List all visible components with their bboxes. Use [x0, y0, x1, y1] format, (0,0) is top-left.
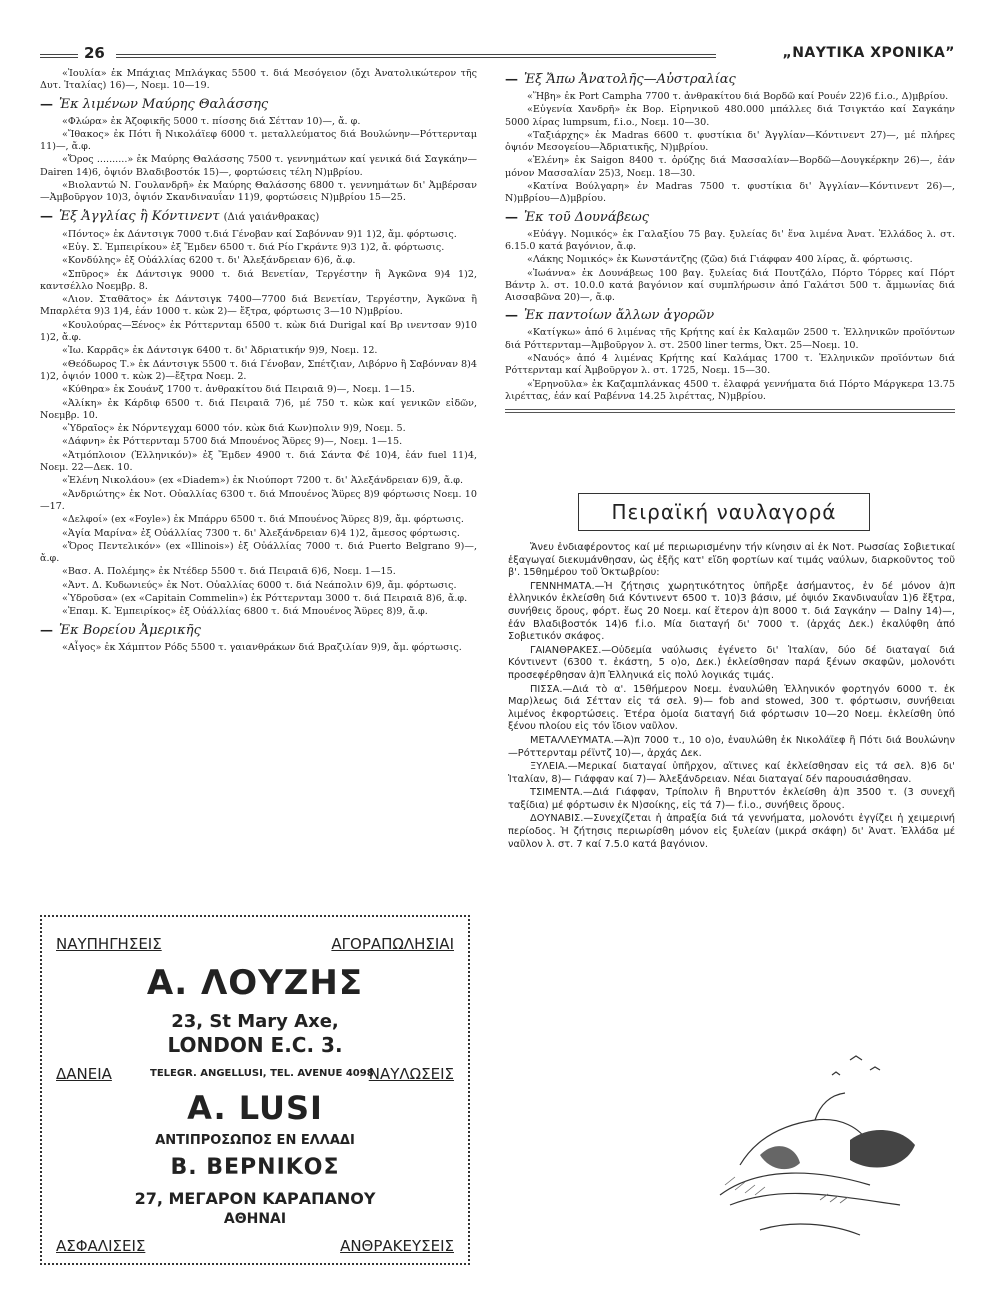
fixture-entry: «Εὐάγγ. Νομικός» ἐκ Γαλαξίου 75 βαγ. ξυλείας δι' ἕνα λιμένα Ἀνατ. Ἑλλάδος λ. στ. 6.15.0 κατά βαγόνιον, ἄ.φ.: [505, 228, 955, 252]
fixture-entry: «Δελφοί» (ex «Foyle») ἐκ Μπάρρυ 6500 τ. διά Μπουένος Ἄϋρες 8)9, ἄμ. φόρτωσις.: [62, 514, 464, 526]
fixture-entry: «Ἁγία Μαρίνα» ἐξ Οὐάλλίας 7300 τ. δι' Ἀλεξάνδρειαν 6)4 1)2, ἄμεσος φόρτωσις.: [62, 527, 460, 539]
section-heading: — Ἐκ Βορείου Ἀμερικῆς: [40, 622, 201, 638]
fixture-entry: «Πόντος» ἐκ Δάντσιγκ 7000 τ.διά Γένοβαν καί Σαβόνναν 9)1 1)2, ἄμ. φόρτωσις.: [62, 228, 457, 240]
ad-service-loans: ΔΑΝΕΙΑ: [56, 1065, 112, 1083]
market-report: [508, 542, 955, 852]
section-heading: — Ἐξ Ἄπω Ἀνατολῆς—Αὐστραλίας: [505, 72, 736, 87]
header-rule: [40, 54, 78, 58]
fixture-entry: «Βιολαντώ Ν. Γουλανδρῆ» ἐκ Μαύρης Θαλάσσης 6800 τ. γεννημάτων δι' Ἀμβέρσαν—Ἀμβοῦργον 10)3, ὀψιόν Σκανδιναυΐαν 11)9, φορτώσεις Ν)μβρίου 15—25.: [40, 180, 477, 204]
running-header: [40, 44, 955, 66]
fixture-entry: «Ναυός» ἀπό 4 λιμένας Κρήτης καί Καλάμας 1700 τ. Ἑλληνικῶν προϊόντων διά Ρόττερνταμ καί Ἀμβοῦργον λ. στ. 1725, Νοεμ. 15—30.: [505, 353, 955, 377]
ad-agent-name: Β. ΒΕΡΝΙΚΟΣ: [170, 1155, 340, 1180]
ad-address-line: 23, St Mary Axe,: [171, 1011, 339, 1032]
section-divider: [505, 409, 955, 413]
fixture-entry: «Ἀντ. Δ. Κυδωνιεύς» ἐκ Νοτ. Οὐαλλίας 6000 τ. διά Νεάπολιν 6)9, ἄμ. φόρτωσις.: [62, 579, 457, 591]
ad-service-shipbuilding: ΝΑΥΠΗΓΗΣΕΙΣ: [56, 935, 162, 953]
fixture-entry: «Ἰω. Καρρᾶς» ἐκ Δάντσιγκ 6400 τ. δι' Ἀδριατικήν 9)9, Νοεμ. 12.: [62, 345, 378, 357]
ad-company-name-latin: A. LUSI: [187, 1089, 323, 1127]
fixture-entry: «Βασ. Α. Πολέμης» ἐκ Ντέδερ 5500 τ. διά Πειραιᾶ 6)6, Νοεμ. 1—15.: [62, 566, 396, 578]
fixture-entry: «Κατίνα Βούλγαρη» ἐν Madras 7500 τ. φυστίκια δι' Ἀγγλίαν—Κόντινεντ 26)—, Ν)μβρίου—Δ)μβρίου.: [505, 181, 955, 205]
journal-title: „ΝΑΥΤΙΚΑ ΧΡΟΝΙΚΑ”: [782, 45, 955, 61]
fixture-entry: «Ταξιάρχης» ἐκ Madras 6600 τ. φυστίκια δι' Ἀγγλίαν—Κόντινεντ 27)—, μέ πλήρες ὀψιόν Μεσογείου—Ἀδριατικῆς, Ν)μβρίου.: [505, 129, 955, 154]
left-column: [40, 68, 477, 655]
ad-service-insurance: ΑΣΦΑΛΙΣΕΙΣ: [56, 1237, 146, 1255]
market-paragraph: ΔΟΥΝΑΒΙΣ.—Συνεχίζεται ἡ ἀπραξία διά τά γεννήματα, μολονότι ἐγγίζει ἡ χειμερινή περίοδος. Ἡ ζήτησις περιωρίσθη μόνον εἰς ξυλείαν (μικρά σκάφη) δι' Ἀνατ. Ἑλλάδα μέ ναῦλον λ. στ. 7 καί 7.5.0 κατά βαγόνιον.: [508, 813, 955, 850]
fixture-entry: «Ἐρηνοῦλα» ἐκ Καζαμπλάνκας 4500 τ. ἐλαφρά γεννήματα διά Πόρτο Μάργκερα 13.75 λιρέττας, ἐάν καί Ραβέννα 14.25 λιρέττας, Ν)μβρίου.: [505, 378, 955, 402]
ad-service-bunkering: ΑΝΘΡΑΚΕΥΣΕΙΣ: [340, 1237, 454, 1255]
fixture-entry: «Ἥβη» ἐκ Port Campha 7700 τ. ἀνθρακίτου διά Βορδῶ καί Ρουέν 22)6 f.i.o., Δ)μβρίου.: [527, 91, 949, 102]
fixture-entry: «Ἑλένη» ἐκ Saigon 8400 τ. ὀρύζης διά Μασσαλίαν—Βορδῶ—Δουγκέρκην 26)—, ἐάν μόνον Μασσαλίαν 25)3, Νοεμ. 18—30.: [505, 155, 955, 179]
fixture-entry: «Σπῦρος» ἐκ Δάντσιγκ 9000 τ. διά Βενετίαν, Τεργέστην ἢ Ἀγκῶνα 9)4 1)2, καντσέλλο Νοεμβρ. 8.: [40, 268, 477, 292]
fixture-entry: «Ἴθακος» ἐκ Πότι ἢ Νικολάϊεφ 6000 τ. μεταλλεύματος διά Βουλώνην—Ρόττερνταμ 11)—, ἄ.φ.: [40, 128, 477, 153]
header-rule: [116, 54, 716, 58]
right-column: [505, 68, 955, 413]
fixture-entry: «Θεόδωρος Τ.» ἐκ Δάντσιγκ 5500 τ. διά Γένοβαν, Σπέτζιαν, Λιβόρνο ἢ Σαβόνναν 8)4 1)2, ὀψιόν 1000 τ. κὼκ 2)—ἔξτρα Νοεμ. 2.: [40, 358, 477, 382]
section-heading: — Ἐξ Ἀγγλίας ἢ Κόντινεντ (Διά γαιάνθρακας): [40, 208, 320, 224]
fixture-entry: «Ἀλίκη» ἐκ Κάρδιφ 6500 τ. διά Πειραιᾶ 7)6, μέ 750 τ. κὼκ καί γενικῶν εἰδῶν, Νοεμβρ. 10.: [40, 397, 477, 421]
fixture-entry: «Κύθηρα» ἐκ Σουάνζ 1700 τ. ἀνθρακίτου διά Πειραιᾶ 9)—, Νοεμ. 1—15.: [62, 384, 415, 396]
section-heading: — Ἐκ λιμένων Μαύρης Θαλάσσης: [40, 96, 269, 112]
market-paragraph: ΞΥΛΕΙΑ.—Μερικαί διαταγαί ὑπῆρχον, αἵτινες καί ἐκλείσθησαν εἰς τά σελ. 8)6 δι' Ἰταλίαν, 8)— Γιάφφαν καί 7)— Ἀλεξάνδρειαν. Νέαι διαταγαί δέν παρουσιάσθησαν.: [508, 761, 955, 785]
section-heading: — Ἐκ τοῦ Δουνάβεως: [505, 209, 649, 225]
fixture-entry: «Αἶγος» ἐκ Χάμπτον Ρόδς 5500 τ. γαιανθράκων διά Βραζιλίαν 9)9, ἄμ. φόρτωσις.: [62, 641, 462, 653]
market-paragraph: ΠΙΣΣΑ.—Διά τὸ α'. 15θήμερον Νοεμ. ἐναυλώθη Ἑλληνικόν φορτηγόν 6000 τ. ἐκ Μαρ)λεως διά Σέτταν εἰς τά σελ. 9)— fob and stowed, 300 τ. φόρτωσιν, συνήθειαι λιμένος ἐκφορτώσεις. Ἑτέρα ὁμοία διαταγή διά φόρτωσιν 10—20 Νοεμ. ἐκλείσθη ὑπό ξένου πλοίου εἰς τόν ἴδιον ναῦλον.: [508, 683, 955, 733]
fixture-entry: «Λιον. Σταθᾶτος» ἐκ Δάντσιγκ 7400—7700 διά Βενετίαν, Τεργέστην, Ἀγκῶνα ἢ Μπαρλέτα 9)3 1)4, ἐάν 1000 τ. κὼκ 2)— ἔξτρα, φόρτωσις 3—10 Ν)μβρίου.: [40, 294, 477, 318]
ad-address-city: LONDON E.C. 3.: [167, 1033, 343, 1057]
market-title: Πειραϊκή ναυλαγορά: [578, 493, 870, 531]
fixture-entry: «Λάκης Νομικός» ἐκ Κωνστάντζης (ζῶα) διά Γιάφφαν 400 λίρας, ἄ. φόρτωσις.: [527, 254, 913, 266]
fixture-entry: «Ὄρος Πεντελικόν» (ex «Illinois») ἐξ Οὐάλλίας 7000 τ. διά Puerto Belgrano 9)—, ἄ.φ.: [40, 540, 477, 565]
fixture-entry: «Δάφνη» ἐκ Ρόττερνταμ 5700 διά Μπουένος Ἄϋρες 9)—, Νοεμ. 1—15.: [62, 436, 403, 448]
market-paragraph: ΤΣΙΜΕΝΤΑ.—Διά Γιάφφαν, Τρίπολιν ἢ Βηρυττόν ἐκλείσθη ἀ)π 3500 τ. (3 συνεχῆ ταξίδια) μέ φόρτωσιν ἐκ Ν)σοίκης, εἰς τά 7)— f.i.o., συνήθεις ὅρους.: [508, 787, 955, 811]
fixture-entry: «Ἑλένη Νικολάου» (ex «Diadem») ἐκ Νιούπορτ 7200 τ. δι' Ἀλεξάνδρειαν 6)9, ἄ.φ.: [62, 475, 464, 487]
ad-telegram-line: TELEGR. ANGELLUSI, TEL. AVENUE 4098: [150, 1068, 374, 1079]
ad-office-address: 27, ΜΕΓΑΡΟΝ ΚΑΡΑΠΑΝΟΥ: [134, 1189, 376, 1208]
fixture-entry: «Ἀνδριώτης» ἐκ Νοτ. Οὐαλλίας 6300 τ. διά Μπουένος Ἄϋρες 8)9 φόρτωσις Νοεμ. 10—17.: [40, 488, 477, 512]
fixture-entry: «Εὐγενία Χανδρῆ» ἐκ Βορ. Εἰρηνικοῦ 480.000 μπάλλες διά Τσιγκτάο καί Σαγκάην 5000 λίρας lumpsum, f.i.o., Νοεμ. 10—30.: [505, 104, 955, 128]
ad-service-chartering: ΝΑΥΛΩΣΕΙΣ: [368, 1065, 454, 1083]
ad-office-city: ΑΘΗΝΑΙ: [223, 1211, 287, 1227]
ad-representative-label: ΑΝΤΙΠΡΟΣΩΠΟΣ ΕΝ ΕΛΛΑΔΙ: [155, 1133, 355, 1148]
market-paragraph: ΓΕΝΝΗΜΑΤΑ.—Ἡ ζήτησις χωρητικότητος ὑπῆρξε ἀσήμαντος, ἐν δέ μόνον ἀ)π ἑλληνικόν ἐκλείσθη διά Κόντινεντ 6500 τ. 10)3 βάσιν, μέ ὀψιόν Σκανδιναυΐαν 1)6 ἔξτρα, συνήθεις ὅρους, φόρτ. ἕως 20 Νοεμ. καί ἕτερον ἀ)π 8000 τ. διά Σαγκάην — Dalny 14)—, ἐάν Βλαδιβοστόκ 14)6 f.i.o. Μία διαταγή δι' 7000 τ. (ἀρχάς Δεκ.) ἐκαλύφθη ἀπό Σοβιετικόν σκάφος.: [508, 580, 955, 643]
page-number: 26: [84, 44, 105, 62]
fixture-entry: «Κουλούρας—Ξένος» ἐκ Ρόττερνταμ 6500 τ. κὼκ διά Durigal καί Βρ ινεντσαν 9)10 1)2, ἄ.φ.: [40, 319, 477, 344]
fixture-entry: «Ὄρος ..........» ἐκ Μαύρης Θαλάσσης 7500 τ. γεννημάτων καί γενικά διά Σαγκάην—Dairen 14)6, ὀψιόν Βλαδιβοστόκ 15)—, φορτώσεις τέλη Ν)μβρίου.: [40, 154, 477, 178]
ad-service-sales: ΑΓΟΡΑΠΩΛΗΣΙΑΙ: [331, 935, 454, 953]
fixture-entry: «Ὑδροῦσα» (ex «Capitain Commelin») ἐκ Ρόττερνταμ 3000 τ. διά Πειραιᾶ 8)6, ἄ.φ.: [62, 592, 468, 604]
market-paragraph: ΜΕΤΑΛΛΕΥΜΑΤΑ.—Ἀ)π 7000 τ., 10 ο)ο, ἐναυλώθη ἐκ Νικολάϊεφ ἢ Πότι διά Βουλώνην—Ρόττερνταμ ρέϊντζ 10)—, ἀρχάς Δεκ.: [508, 734, 955, 759]
fixture-entry: «Εὐγ. Σ. Ἐμπειρίκου» ἐξ Ἔμδεν 6500 τ. διά Ρίο Γκράντε 9)3 1)2, ἄ. φόρτωσις.: [62, 241, 445, 253]
fixture-entry: «Ἐπαμ. Κ. Ἐμπειρίκος» ἐξ Οὐάλλίας 6800 τ. διά Μπουένος Ἄϋρες 8)9, ἄ.φ.: [62, 606, 428, 618]
market-paragraph: Ἄνευ ἐνδιαφέροντος καί μέ περιωρισμένην τήν κίνησιν αἱ ἐκ Νοτ. Ρωσσίας Σοβιετικαί ἐξαγωγαί διεκυμάνθησαν, ὡς ἑξῆς κατ' εἴδη φορτίων καί τιμάς ναύλων, διαρκοῦντος τοῦ β'. 15θημέρου τοῦ Ὀκτωβρίου:: [508, 542, 955, 579]
fixture-entry: «Φλώρα» ἐκ Ἀζοφικῆς 5000 τ. πίσσης διά Σέτταν 10)—, ἄ. φ.: [62, 115, 361, 127]
market-paragraph: ΓΑΙΑΝΘΡΑΚΕΣ.—Οὐδεμία ναύλωσις ἐγένετο δι' Ἰταλίαν, δύο δέ διαταγαί διά Κόντινεντ (6300 τ. ἑκάστη, 5 ο)ο, Δεκ.) ἐκλείσθησαν παρά ξένων σκαφῶν, μολονότι προσεφέρθησαν ἀ)π Ἑλληνικά εἰς πολύ λογικάς τιμάς.: [508, 644, 955, 681]
fixture-entry: «Κονδύλης» ἐξ Οὐάλλίας 6200 τ. δι' Ἀλεξάνδρειαν 6)6, ἄ.φ.: [62, 255, 356, 267]
section-heading: — Ἐκ παντοίων ἄλλων ἀγορῶν: [505, 308, 715, 324]
fixture-entry: «Ἰουλία» ἐκ Μπάχιας Μπλάγκας 5500 τ. διά Μεσόγειον (ὄχι Ἀνατολικώτερον τῆς Δυτ. Ἰταλίας) 16)—, Νοεμ. 10—19.: [40, 68, 477, 92]
fixture-entry: «Ἀτμόπλοιον (Ἑλληνικόν)» ἐξ Ἔμδεν 4900 τ. διά Σάντα Φέ 10)4, ἐάν fuel 11)4, Νοεμ. 22—Δεκ. 10.: [40, 449, 477, 474]
fixture-entry: «Ὑδραῖος» ἐκ Νόρντεγχαμ 6000 τόν. κὼκ διά Κων)πολιν 9)9, Νοεμ. 5.: [62, 423, 406, 435]
ad-company-name-greek: Α. ΛΟΥΖΗΣ: [146, 963, 364, 1003]
fixture-entry: «Ἰωάννα» ἐκ Δουνάβεως 100 βαγ. ξυλείας διά Πουτζάλο, Πόρτο Τόρρες καί Πόρτ Βάντρ λ. στ. 10.0.0 κατά βαγόνιον καί συμπλήρωσιν ἀπό Γαλάτσι 500 τ. ἄμμωνίας διά Αισσαβῶνα 20)—, ἄ.φ.: [505, 267, 955, 304]
fixture-entry: «Κατίγκω» ἀπό 6 λιμένας τῆς Κρήτης καί ἐκ Καλαμῶν 2500 τ. Ἑλληνικῶν προϊόντων διά Ρόττερνταμ—Ἀμβοῦργον λ. στ. 2500 liner terms, Ὀκτ. 25—Νοεμ. 10.: [505, 327, 955, 351]
decorative-sketch-illustration: [700, 1045, 930, 1245]
advertisement-box: [40, 915, 470, 1265]
